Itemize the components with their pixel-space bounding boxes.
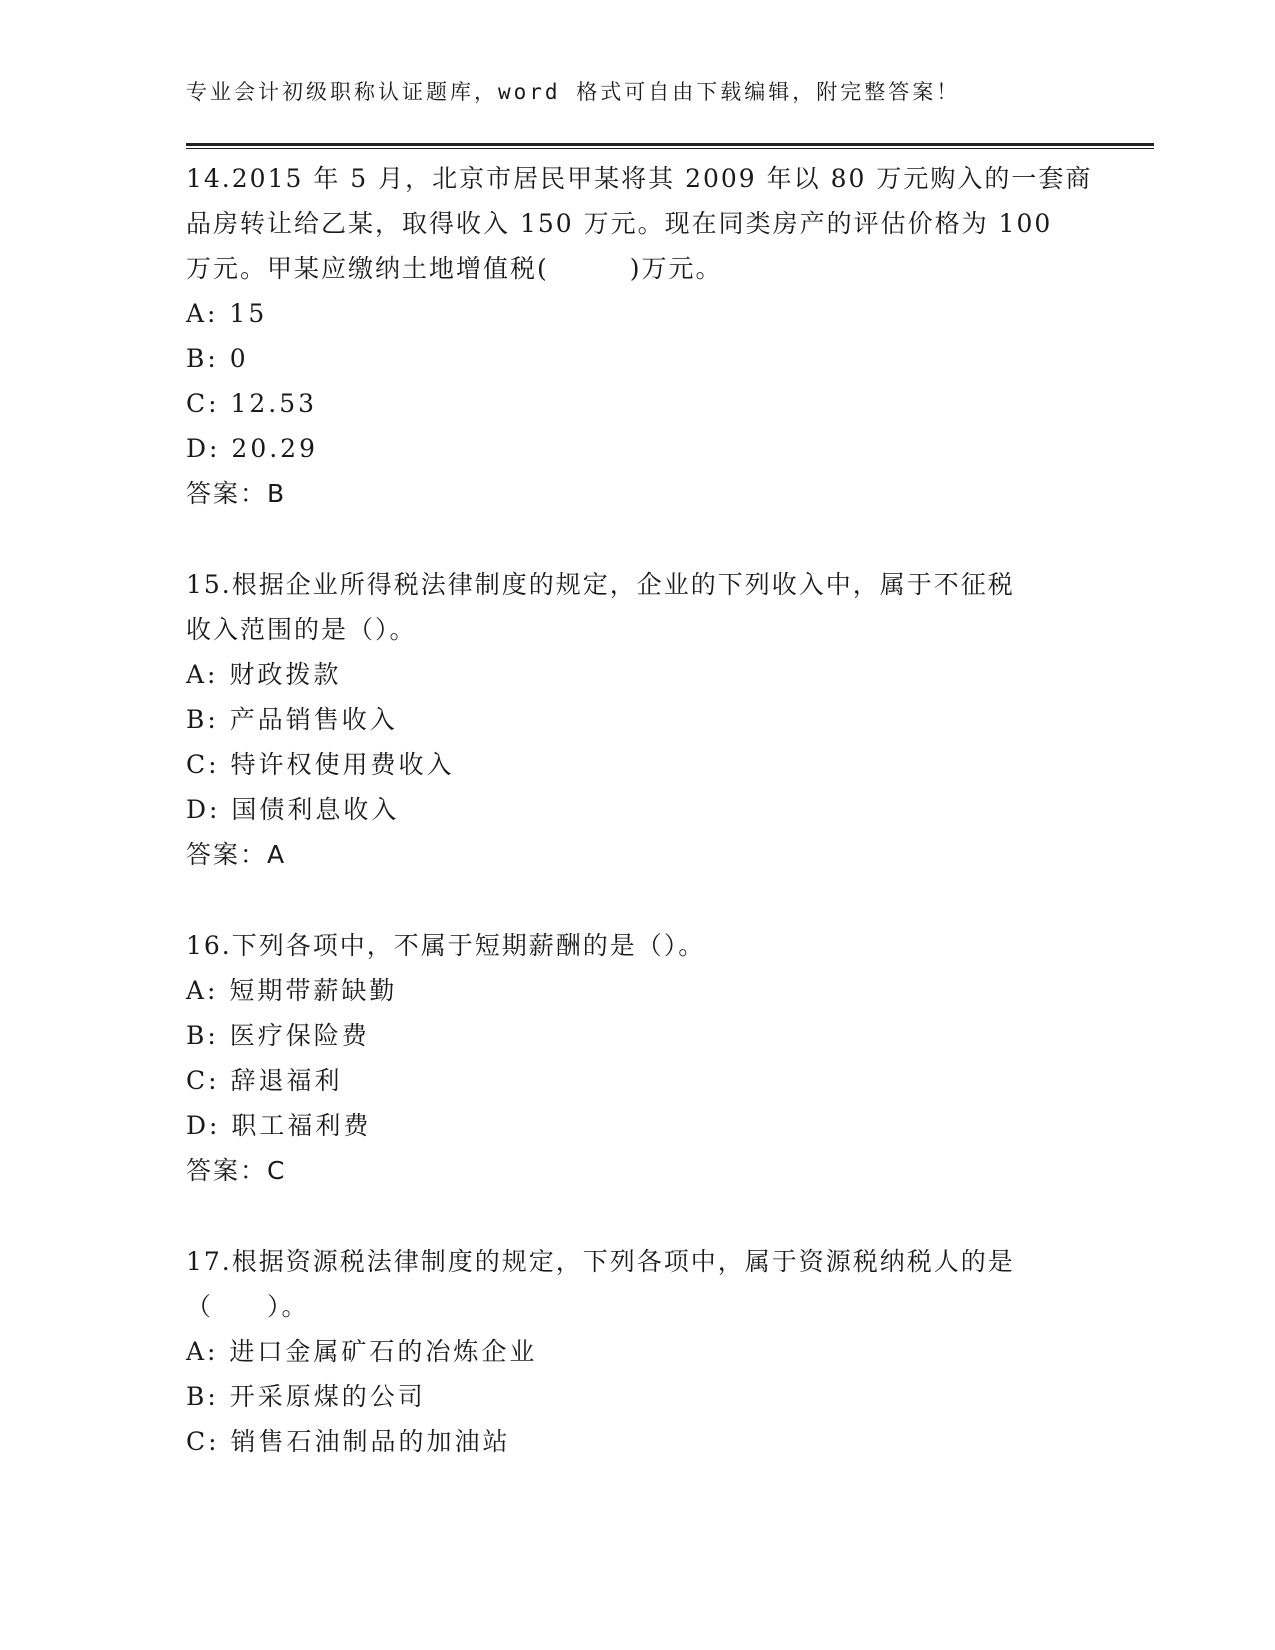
option-a: A: 进口金属矿石的冶炼企业 <box>186 1337 538 1366</box>
question-stem <box>186 156 1093 291</box>
option-c: C: 12.53 <box>186 389 318 418</box>
option-c: C: 特许权使用费收入 <box>186 750 455 779</box>
option-b: B: 医疗保险费 <box>186 1021 370 1050</box>
answer-label: 答案：A <box>186 840 287 869</box>
option-c: C: 销售石油制品的加油站 <box>186 1427 511 1456</box>
stem-line: 收入范围的是（）。 <box>186 615 417 644</box>
option-b: B: 产品销售收入 <box>186 705 398 734</box>
answer-label: 答案：C <box>186 1156 287 1185</box>
stem-line: 16.下列各项中，不属于短期薪酬的是（）。 <box>186 931 706 960</box>
stem-line: 17.根据资源税法律制度的规定，下列各项中，属于资源税纳税人的是 <box>186 1247 1015 1276</box>
option-d: D: 职工福利费 <box>186 1111 372 1140</box>
question-spacer <box>186 877 1086 923</box>
question-16 <box>186 923 1086 1193</box>
question-stem <box>186 1239 1086 1329</box>
option-c: C: 辞退福利 <box>186 1066 343 1095</box>
answer-label: 答案：B <box>186 479 287 508</box>
question-list <box>186 156 1093 1464</box>
page-header: 专业会计初级职称认证题库，word 格式可自由下载编辑，附完整答案！ <box>186 80 961 104</box>
question-spacer <box>186 516 1086 562</box>
question-spacer <box>186 1193 1086 1239</box>
stem-line: 15.根据企业所得税法律制度的规定，企业的下列收入中，属于不征税 <box>186 570 1015 599</box>
question-17 <box>186 1239 1086 1464</box>
question-stem <box>186 562 1086 652</box>
option-d: D: 国债利息收入 <box>186 795 400 824</box>
stem-line: （ ）。 <box>186 1292 309 1321</box>
stem-line: 14.2015 年 5 月，北京市居民甲某将其 2009 年以 80 万元购入的一套商 <box>186 164 1093 193</box>
option-a: A: 财政拨款 <box>186 660 342 689</box>
option-a: A: 短期带薪缺勤 <box>186 976 398 1005</box>
header-rule-thin <box>186 148 1154 149</box>
question-14 <box>186 156 1093 516</box>
stem-line: 万元。甲某应缴纳土地增值税( )万元。 <box>186 254 723 283</box>
option-b: B: 开采原煤的公司 <box>186 1382 426 1411</box>
question-stem <box>186 923 1086 968</box>
option-b: B: 0 <box>186 344 249 373</box>
header-rule-thick <box>186 143 1154 146</box>
option-d: D: 20.29 <box>186 434 318 463</box>
option-a: A: 15 <box>186 299 268 328</box>
question-15 <box>186 562 1086 877</box>
stem-line: 品房转让给乙某，取得收入 150 万元。现在同类房产的评估价格为 100 <box>186 209 1053 238</box>
